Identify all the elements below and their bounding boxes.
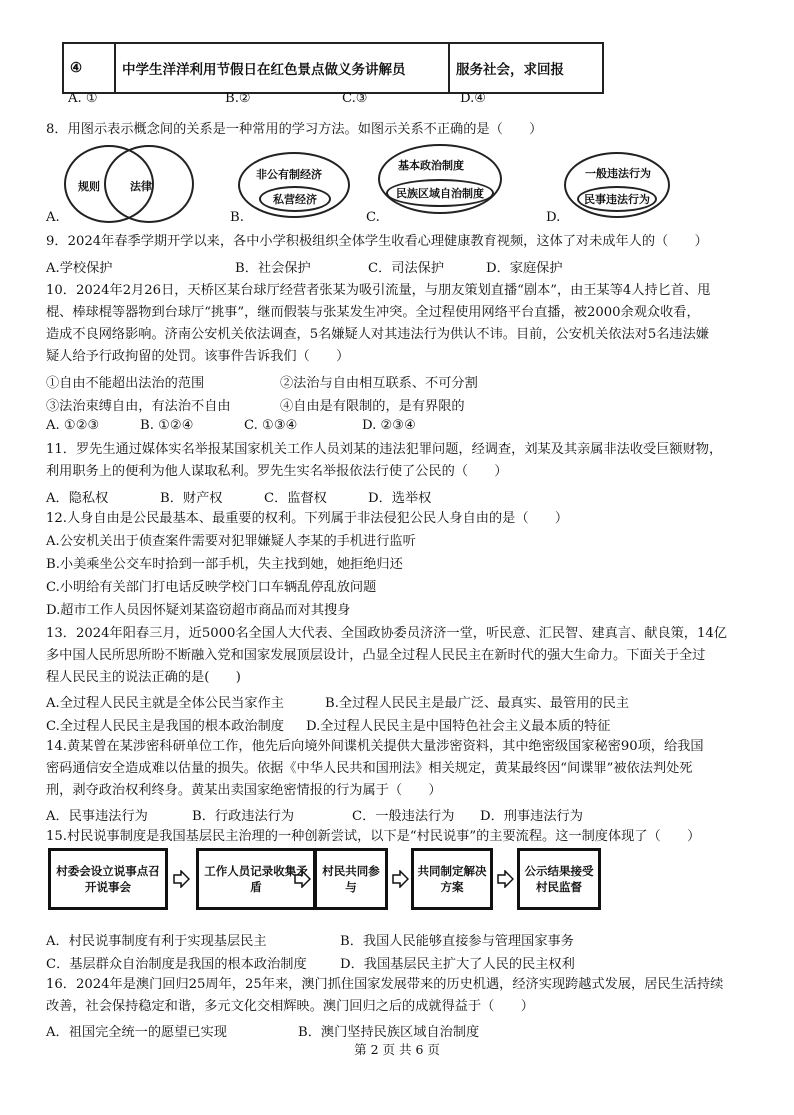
q16-line-1: 16．2024年是澳门回归25周年，25年来，澳门抓住国家发展带来的历史机遇，经济实现跨越式发展，居民生活持续 [46,977,724,992]
c-inner-label: 民族区域自治制度 [396,187,484,200]
table-cell-num: ④ [63,43,115,93]
q15-option-d[interactable]: D．我国基层民主扩大了人民的民主权利 [340,957,575,972]
q14-line-1: 14.黄某曾在某涉密科研单位工作，他先后向境外间谍机关提供大量涉密资料，其中绝密级国家秘密90项，给我国 [46,739,704,754]
q15-option-c[interactable]: C．基层群众自治制度是我国的根本政治制度 [46,957,307,972]
table-row [63,43,603,93]
q13-option-b[interactable]: B.全过程人民民主是最广泛、最真实、最管用的民主 [325,696,630,711]
q12-option-c[interactable]: C.小明给有关部门打电话反映学校门口车辆乱停乱放问题 [46,580,377,595]
q12-option-a[interactable]: A.公安机关出于侦查案件需要对犯罪嫌疑人李某的手机进行监听 [46,534,416,549]
q9-option-c[interactable]: C．司法保护 [368,261,445,276]
d-inner-ellipse [577,186,657,212]
q7-option-d[interactable]: D.④ [460,91,487,106]
q10-line-1: 10．2024年2月26日，天桥区某台球厅经营者张某为吸引流量，与朋友策划直播“剧本”，由王某等4人持匕首、甩 [46,283,711,298]
d-inner-label: 民事违法行为 [584,193,650,206]
q16-option-a[interactable]: A．祖国完全统一的愿望已实现 [46,1025,227,1040]
q16-option-b[interactable]: B．澳门坚持民族区域自治制度 [298,1025,480,1040]
q12-option-d[interactable]: D.超市工作人员因怀疑刘某盗窃超市商品而对其搜身 [46,603,351,618]
flow-step-4: 共同制定解决方案 [411,848,493,910]
q15-stem: 15.村民说事制度是我国基层民主治理的一种创新尝试，以下是“村民说事”的主要流程。这一制度体现了（ ） [46,829,701,844]
flow-arrow-icon-4 [496,870,514,888]
page-footer: 第 2 页 共 6 页 [354,1042,440,1057]
venn-right-label: 法律 [130,180,152,193]
q9-option-d[interactable]: D．家庭保护 [486,261,563,276]
q12-stem: 12.人身自由是公民最基本、最重要的权利。下列属于非法侵犯公民人身自由的是（ ） [46,511,569,526]
b-inner-label: 私营经济 [273,193,317,206]
q10-statement-2: ②法治与自由相互联系、不可分割 [280,376,478,391]
q11-option-a[interactable]: A．隐私权 [46,491,109,506]
q10-line-2: 棍、棒球棍等器物到台球厅“挑事”，继而假装与张某发生冲突。全过程使用网络平台直播，被2000余观众收看， [46,305,700,320]
q13-option-a[interactable]: A.全过程人民民主就是全体公民当家作主 [46,696,284,711]
q16-line-2: 改善，社会保持稳定和谐，多元文化交相辉映。澳门回归之后的成就得益于（ ） [46,999,534,1014]
q11-line-2: 利用职务上的便利为他人谋取私利。罗先生实名举报依法行使了公民的（ ） [46,464,508,479]
activity-table [62,42,604,94]
q13-option-d[interactable]: D.全过程人民民主是中国特色社会主义最本质的特征 [306,719,611,734]
table-cell-activity: 中学生洋洋利用节假日在红色景点做义务讲解员 [115,43,449,93]
q10-line-4: 疑人给予行政拘留的处罚。该事件告诉我们（ ） [46,349,350,364]
q11-option-d[interactable]: D．选举权 [368,491,432,506]
q10-statement-3: ③法治束缚自由，有法治不自由 [46,399,231,414]
q7-option-c[interactable]: C.③ [342,91,368,106]
q13-line-1: 13．2024年阳春三月，近5000名全国人大代表、全国政协委员济济一堂，听民意、汇民智、建真言、献良策，14亿 [46,626,727,641]
q8-option-d[interactable]: D. [546,210,561,225]
q11-option-c[interactable]: C．监督权 [264,491,327,506]
q10-option-b[interactable]: B. ①②④ [140,418,194,433]
venn-left-label: 规则 [78,180,100,193]
flow-arrow-icon-1 [172,870,190,888]
q9-option-a[interactable]: A.学校保护 [46,261,113,276]
q10-line-3: 造成不良网络影响。济南公安机关依法调查，5名嫌疑人对其违法行为供认不讳。目前，公安机关依法对5名违法嫌 [46,327,709,342]
q10-option-a[interactable]: A. ①②③ [46,418,100,433]
flow-arrow-icon-3 [391,870,409,888]
q9-stem: 9．2024年春季学期开学以来，各中小学积极组织全体学生收看心理健康教育视频，这体了对未成年人的（ ） [46,234,708,249]
q14-option-b[interactable]: B．行政违法行为 [192,809,295,824]
flow-step-2: 工作人员记录收集矛盾 [196,848,316,910]
q14-option-d[interactable]: D．刑事违法行为 [480,809,583,824]
q10-statement-1: ①自由不能超出法治的范围 [46,376,205,391]
q8-stem: 8．用图示表示概念间的关系是一种常用的学习方法。如图示关系不正确的是（ ） [46,122,543,137]
q13-line-2: 多中国人民所思所盼不断融入党和国家发展顶层设计，凸显全过程人民民主在新时代的强大生命力。下面关于全过 [46,648,706,663]
b-inner-ellipse [259,186,331,212]
d-outer-label: 一般违法行为 [585,167,651,180]
q10-statement-4: ④自由是有限制的，是有界限的 [280,399,465,414]
q13-line-3: 程人民民主的说法正确的是( ) [46,670,241,685]
flow-step-5: 公示结果接受村民监督 [517,848,601,910]
flow-step-3: 村民共同参与 [314,848,388,910]
flow-arrow-icon-2 [293,870,311,888]
table-cell-evaluation: 服务社会，求回报 [449,43,603,93]
flow-step-1: 村委会设立说事点召开说事会 [48,848,168,910]
q8-option-a[interactable]: A. [46,210,60,225]
q14-line-2: 密码通信安全造成难以估量的损失。依据《中华人民共和国刑法》相关规定，黄某最终因“间谍罪”被依法判处死 [46,761,693,776]
b-outer-label: 非公有制经济 [256,168,322,181]
c-inner-ellipse [386,179,494,207]
c-outer-label: 基本政治制度 [398,159,464,172]
q14-option-a[interactable]: A．民事违法行为 [46,809,148,824]
q8-option-b[interactable]: B. [230,210,244,225]
q11-option-b[interactable]: B．财产权 [160,491,223,506]
q7-option-a[interactable]: A. ① [68,91,98,106]
q7-option-b[interactable]: B.② [225,91,251,106]
q11-line-1: 11．罗先生通过媒体实名举报某国家机关工作人员刘某的违法犯罪问题，经调查，刘某及其亲属非法收受巨额财物， [46,442,723,457]
q13-option-c[interactable]: C.全过程人民民主是我国的根本政治制度 [46,719,284,734]
q8-option-c[interactable]: C. [366,210,380,225]
q9-option-b[interactable]: B．社会保护 [235,261,311,276]
q10-option-c[interactable]: C. ①③④ [244,418,298,433]
q14-line-3: 刑，剥夺政治权利终身。黄某出卖国家绝密情报的行为属于（ ） [46,783,442,798]
q15-option-b[interactable]: B．我国人民能够直接参与管理国家事务 [340,934,574,949]
q15-option-a[interactable]: A．村民说事制度有利于实现基层民主 [46,934,267,949]
q10-option-d[interactable]: D. ②③④ [362,418,416,433]
q12-option-b[interactable]: B.小美乘坐公交车时拾到一部手机，失主找到她，她拒绝归还 [46,557,403,572]
q14-option-c[interactable]: C．一般违法行为 [352,809,455,824]
